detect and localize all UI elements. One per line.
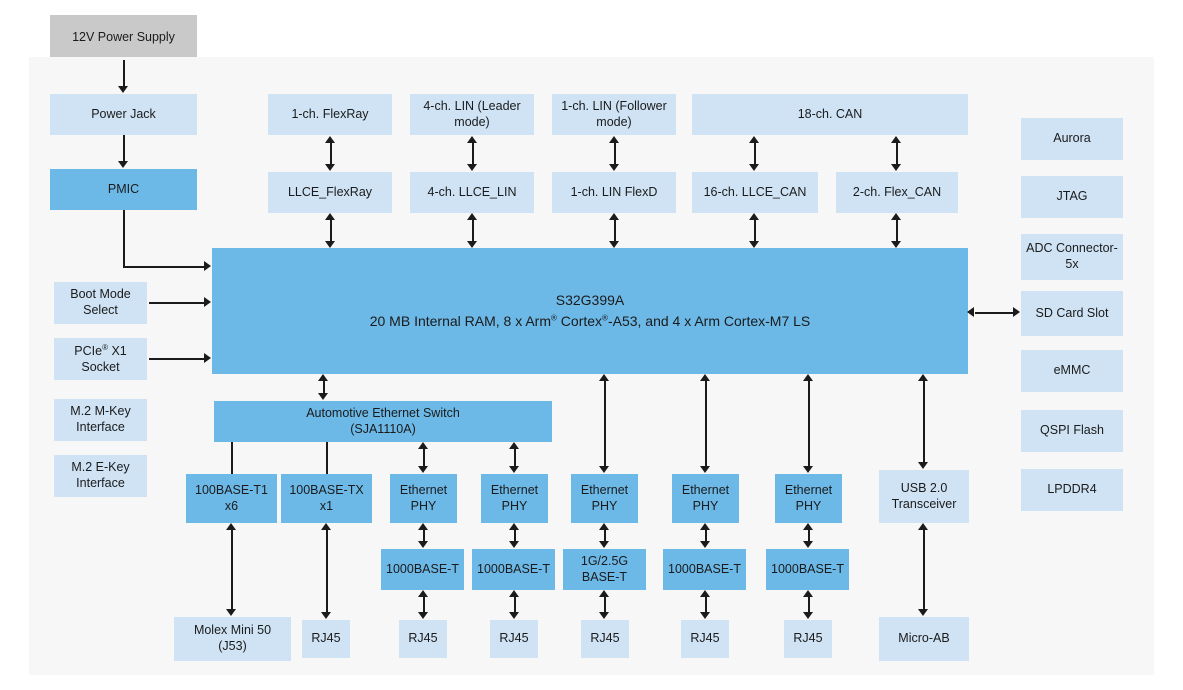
arrowhead-soc-usb-down	[918, 462, 928, 469]
connector-ethswitch-phy2	[514, 449, 516, 467]
block-power-supply-label: 12V Power Supply	[72, 29, 175, 44]
arrowhead-baset3-rj45-down	[599, 612, 609, 619]
block-ethernet-switch	[214, 401, 552, 442]
block-lin-4ch-leader-label: 4-ch. LIN (Leader mode)	[423, 98, 521, 129]
block-1g25g-base-t-label2: BASE-T	[581, 569, 628, 584]
block-qspi-flash	[1021, 410, 1123, 452]
arrowhead-llcecan-up	[749, 213, 759, 220]
block-llce-lin-4ch-label: 4-ch. LLCE_LIN	[427, 184, 517, 199]
arrowhead-phy4-baset-up	[700, 523, 710, 530]
connector-soc-usb	[923, 381, 925, 463]
connector-soc-phy3	[604, 381, 606, 467]
block-1000base-t-4	[766, 549, 849, 590]
block-boot-mode-select-label: Boot Mode Select	[70, 287, 131, 317]
block-flex-can-2ch-label: 2-ch. Flex_CAN	[852, 184, 942, 199]
block-adc-connector-label: ADC Connector-5x	[1026, 241, 1118, 271]
block-1000base-t-1	[381, 549, 464, 590]
block-ethernet-phy-5-label2: PHY	[795, 498, 822, 513]
connector-ethswitch-base-t1	[231, 442, 233, 474]
arrowhead-soc-phy5-down	[803, 466, 813, 473]
block-qspi-flash-label: QSPI Flash	[1040, 423, 1104, 438]
arrowhead-llcelin-up	[467, 213, 477, 220]
arrowhead-soc-phy4-down	[700, 466, 710, 473]
block-lin-flexd-1ch-label: 1-ch. LIN FlexD	[570, 184, 658, 199]
block-m2-m-key-label: M.2 M-Key Interface	[70, 404, 131, 434]
connector-lin4ch-llce	[472, 143, 474, 165]
connector-ethswitch-base-tx	[326, 442, 328, 474]
connector-soc-phy5	[808, 381, 810, 467]
connector-bootmode-soc	[149, 302, 205, 304]
block-rj45-4	[581, 620, 629, 658]
block-flexray-1ch-label: 1-ch. FlexRay	[291, 106, 369, 121]
block-rj45-4-label: RJ45	[590, 631, 620, 646]
connector-baset1-rj45	[423, 597, 425, 613]
block-rj45-3-label: RJ45	[499, 631, 529, 646]
arrowhead-baset3-rj45-up	[599, 590, 609, 597]
arrowhead-flexray-up	[325, 136, 335, 143]
block-rj45-5-label: RJ45	[690, 631, 720, 646]
connector-llcelin-soc	[472, 220, 474, 241]
arrowhead-baset5-rj45-down	[803, 612, 813, 619]
connector-llcecan-soc	[754, 220, 756, 241]
arrowhead-linflexd-up	[609, 213, 619, 220]
connector-psu-powerjack	[123, 60, 125, 87]
connector-usb-microab	[923, 530, 925, 610]
block-molex-mini-50	[174, 617, 291, 661]
block-ethernet-phy-5-label1: Ethernet	[784, 482, 833, 497]
arrowhead-linflexd-down	[609, 241, 619, 248]
connector-baset5-rj45	[808, 597, 810, 613]
connector-can18-flexcan	[896, 143, 898, 165]
arrowhead-pcie-soc	[204, 353, 211, 363]
block-llce-lin-4ch	[410, 172, 534, 213]
connector-baset3-rj45	[604, 597, 606, 613]
arrowhead-soc-phy5-up	[803, 374, 813, 381]
arrowhead-soc-usb-up	[918, 374, 928, 381]
block-rj45-2-label: RJ45	[408, 631, 438, 646]
arrowhead-lin4ch-down	[467, 164, 477, 171]
block-llce-flexray	[268, 172, 392, 213]
block-m2-e-key	[54, 455, 147, 497]
block-100base-t1-x6	[186, 474, 277, 523]
arrowhead-phy5-baset-up	[803, 523, 813, 530]
block-power-supply	[50, 15, 197, 60]
block-100base-tx-x1	[281, 474, 372, 523]
block-usb-transceiver-label1: USB 2.0	[900, 480, 948, 495]
block-rj45-5	[681, 620, 729, 658]
arrowhead-phy2-baset-down	[509, 541, 519, 548]
arrowhead-soc-phy3-up	[599, 374, 609, 381]
block-1000base-t-2-label: 1000BASE-T	[477, 561, 550, 576]
arrowhead-baset4-rj45-up	[700, 590, 710, 597]
block-sd-card-slot-label: SD Card Slot	[1035, 305, 1109, 320]
arrowhead-can18-llce-up	[749, 136, 759, 143]
block-1g25g-base-t-label1: 1G/2.5G	[580, 553, 629, 568]
block-100base-tx-x1-label1: 100BASE-TX	[289, 482, 364, 497]
arrowhead-baset1-rj45-down	[418, 612, 428, 619]
arrowhead-phy4-baset-down	[700, 541, 710, 548]
block-molex-mini-50-label1: Molex Mini 50	[193, 623, 272, 638]
arrowhead-ethswitch-phy2-up	[509, 442, 519, 449]
connector-pmic-soc-horizontal	[123, 266, 205, 268]
arrowhead-llceflexray-down	[325, 241, 335, 248]
block-boot-mode-select	[54, 282, 147, 324]
block-ethernet-phy-1-label2: PHY	[410, 498, 437, 513]
arrowhead-phy1-baset-down	[418, 541, 428, 548]
arrowhead-flexcan-up	[891, 213, 901, 220]
connector-pmic-soc-vertical	[123, 210, 125, 267]
block-sd-card-slot	[1021, 291, 1123, 336]
block-ethernet-phy-2-label2: PHY	[501, 498, 528, 513]
connector-pcie-soc	[149, 358, 205, 360]
block-flexray-1ch	[268, 94, 392, 135]
block-rj45-3	[490, 620, 538, 658]
block-lin-flexd-1ch	[552, 172, 676, 213]
connector-soc-phy4	[705, 381, 707, 467]
block-usb-transceiver	[879, 470, 969, 523]
arrowhead-basetx-rj45-down	[321, 612, 331, 619]
arrowhead-soc-peripherals-right	[1013, 307, 1020, 317]
arrowhead-can18-llce-down	[749, 164, 759, 171]
block-ethernet-phy-4-label2: PHY	[692, 498, 719, 513]
block-rj45-1	[302, 620, 350, 658]
block-m2-m-key	[54, 399, 147, 441]
connector-powerjack-pmic	[123, 135, 125, 162]
block-ethernet-phy-1	[390, 474, 457, 523]
block-adc-connector	[1021, 234, 1123, 280]
block-100base-tx-x1-label2: x1	[319, 498, 334, 513]
block-soc-name: S32G399A	[555, 291, 625, 308]
block-100base-t1-x6-label1: 100BASE-T1	[195, 482, 268, 497]
block-rj45-6	[784, 620, 832, 658]
block-rj45-6-label: RJ45	[793, 631, 823, 646]
arrowhead-can18-flexcan-up	[891, 136, 901, 143]
arrowhead-ethswitch-phy1-up	[418, 442, 428, 449]
block-lin-4ch-leader	[410, 94, 534, 135]
block-flex-can-2ch	[836, 172, 958, 213]
block-ethernet-phy-5	[775, 474, 842, 523]
block-llce-flexray-label: LLCE_FlexRay	[287, 184, 373, 199]
block-pcie-x1-socket	[54, 338, 147, 380]
block-100base-t1-x6-label2: x6	[224, 498, 239, 513]
arrowhead-phy3-baset-up	[599, 523, 609, 530]
block-aurora	[1021, 118, 1123, 160]
arrowhead-soc-ethswitch-up	[318, 374, 328, 381]
arrowhead-baset4-rj45-down	[700, 612, 710, 619]
block-lpddr4-label: LPDDR4	[1047, 482, 1097, 497]
arrowhead-powerjack-pmic	[118, 161, 128, 168]
block-ethernet-phy-3-label1: Ethernet	[580, 482, 629, 497]
arrowhead-baset1-molex-up	[226, 523, 236, 530]
arrowhead-ethswitch-phy2-down	[509, 466, 519, 473]
arrowhead-phy3-baset-down	[599, 541, 609, 548]
connector-basetx-rj45	[326, 530, 328, 613]
connector-flexcan-soc	[896, 220, 898, 241]
block-m2-e-key-label: M.2 E-Key Interface	[71, 460, 130, 490]
block-pmic	[50, 169, 197, 210]
block-rj45-2	[399, 620, 447, 658]
block-ethernet-switch-label2: (SJA1110A)	[350, 421, 416, 436]
block-lin-1ch-follower	[552, 94, 676, 135]
block-ethernet-phy-1-label1: Ethernet	[399, 482, 448, 497]
block-ethernet-phy-4-label1: Ethernet	[681, 482, 730, 497]
arrowhead-basetx-rj45-up	[321, 523, 331, 530]
arrowhead-soc-peripherals-left	[967, 307, 974, 317]
block-ethernet-phy-2	[481, 474, 548, 523]
arrowhead-usb-microab-up	[918, 523, 928, 530]
arrowhead-baset5-rj45-up	[803, 590, 813, 597]
connector-baset1-molex	[231, 530, 233, 610]
arrowhead-llcecan-down	[749, 241, 759, 248]
block-aurora-label: Aurora	[1053, 131, 1091, 146]
block-jtag-label: JTAG	[1056, 189, 1088, 204]
block-molex-mini-50-label2: (J53)	[218, 639, 247, 653]
connector-baset4-rj45	[705, 597, 707, 613]
block-can-18ch-label: 18-ch. CAN	[797, 106, 863, 121]
arrowhead-baset2-rj45-up	[509, 590, 519, 597]
block-emmc-label: eMMC	[1053, 363, 1091, 378]
arrowhead-llcelin-down	[467, 241, 477, 248]
block-1000base-t-3-label: 1000BASE-T	[668, 561, 741, 576]
arrowhead-phy1-baset-up	[418, 523, 428, 530]
block-soc	[212, 248, 968, 374]
block-1000base-t-2	[472, 549, 555, 590]
arrowhead-baset1-molex-down	[226, 609, 236, 616]
block-soc-desc: 20 MB Internal RAM, 8 x Arm® Cortex®-A53, and 4 x Arm Cortex-M7 LS	[369, 313, 811, 329]
arrowhead-phy5-baset-down	[803, 541, 813, 548]
block-llce-can-16ch-label: 16-ch. LLCE_CAN	[703, 184, 807, 199]
block-emmc	[1021, 350, 1123, 392]
block-1000base-t-1-label: 1000BASE-T	[386, 561, 459, 576]
block-ethernet-phy-3	[571, 474, 638, 523]
arrowhead-pmic-soc	[204, 261, 211, 271]
connector-flexray-llce	[330, 143, 332, 165]
connector-can18-llcecan	[754, 143, 756, 165]
block-1000base-t-3	[663, 549, 746, 590]
connector-ethswitch-phy1	[423, 449, 425, 467]
connector-soc-peripherals	[975, 312, 1015, 314]
block-1000base-t-4-label: 1000BASE-T	[771, 561, 844, 576]
block-lpddr4	[1021, 469, 1123, 511]
arrowhead-bootmode-soc	[204, 297, 211, 307]
block-ethernet-phy-2-label1: Ethernet	[490, 482, 539, 497]
block-llce-can-16ch	[692, 172, 818, 213]
block-micro-ab-label: Micro-AB	[898, 631, 950, 646]
block-micro-ab	[879, 617, 969, 661]
block-ethernet-phy-3-label2: PHY	[591, 498, 618, 513]
connector-baset2-rj45	[514, 597, 516, 613]
block-rj45-1-label: RJ45	[311, 631, 341, 646]
arrowhead-soc-phy3-down	[599, 466, 609, 473]
arrowhead-baset1-rj45-up	[418, 590, 428, 597]
block-pmic-label: PMIC	[107, 181, 140, 196]
arrowhead-ethswitch-phy1-down	[418, 466, 428, 473]
arrowhead-baset2-rj45-down	[509, 612, 519, 619]
block-lin-1ch-follower-label: 1-ch. LIN (Follower mode)	[561, 98, 667, 129]
block-power-jack	[50, 94, 197, 135]
arrowhead-soc-phy4-up	[700, 374, 710, 381]
block-1g25g-base-t	[563, 549, 646, 590]
arrowhead-phy2-baset-up	[509, 523, 519, 530]
arrowhead-psu-powerjack	[118, 86, 128, 93]
block-pcie-x1-socket-label: PCIe® X1 Socket	[74, 342, 127, 374]
connector-lin1ch-flexd	[614, 143, 616, 165]
arrowhead-lin4ch-up	[467, 136, 477, 143]
connector-linflexd-soc	[614, 220, 616, 241]
block-usb-transceiver-label2: Transceiver	[891, 496, 957, 511]
arrowhead-llceflexray-up	[325, 213, 335, 220]
arrowhead-lin1ch-down	[609, 164, 619, 171]
block-ethernet-phy-4	[672, 474, 739, 523]
block-can-18ch	[692, 94, 968, 135]
connector-llceflexray-soc	[330, 220, 332, 241]
arrowhead-can18-flexcan-down	[891, 164, 901, 171]
block-ethernet-switch-label1: Automotive Ethernet Switch	[306, 405, 460, 420]
block-power-jack-label: Power Jack	[91, 106, 156, 121]
arrowhead-flexray-down	[325, 164, 335, 171]
arrowhead-usb-microab-down	[918, 609, 928, 616]
arrowhead-soc-ethswitch-down	[318, 393, 328, 400]
arrowhead-flexcan-down	[891, 241, 901, 248]
arrowhead-lin1ch-up	[609, 136, 619, 143]
block-jtag	[1021, 176, 1123, 218]
